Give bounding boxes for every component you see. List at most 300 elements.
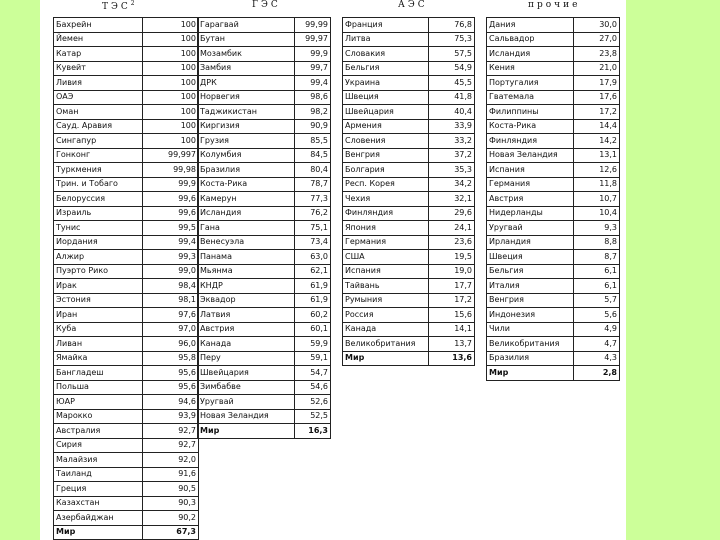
country-cell: Швейцария: [343, 105, 429, 120]
share-value-cell: 13,1: [574, 148, 620, 163]
table-row: [54, 308, 199, 323]
country-cell: Эквадор: [198, 293, 295, 308]
total-row: [54, 525, 199, 540]
table-row: [54, 192, 199, 207]
table-row: [487, 177, 620, 192]
table-other: [486, 17, 620, 381]
country-cell: Польша: [54, 380, 143, 395]
table-row: [198, 18, 331, 33]
table-row: [343, 308, 475, 323]
table-row: [343, 293, 475, 308]
table-row: [343, 76, 475, 91]
share-value-cell: 99,99: [295, 18, 331, 33]
share-value-cell: 99,0: [143, 264, 199, 279]
total-row: [343, 351, 475, 366]
country-cell: Иордания: [54, 235, 143, 250]
total-row: [487, 366, 620, 381]
table-ges: [197, 17, 331, 439]
table-row: [54, 148, 199, 163]
share-value-cell: 34,2: [429, 177, 475, 192]
country-cell: Марокко: [54, 409, 143, 424]
country-cell: Латвия: [198, 308, 295, 323]
table-row: [54, 351, 199, 366]
share-value-cell: 100: [143, 61, 199, 76]
table-row: [54, 467, 199, 482]
country-cell: Италия: [487, 279, 574, 294]
table-row: [487, 61, 620, 76]
table-row: [54, 395, 199, 410]
share-value-cell: 12,6: [574, 163, 620, 178]
share-value-cell: 95,6: [143, 366, 199, 381]
table-row: [487, 221, 620, 236]
country-cell: Исландия: [487, 47, 574, 62]
share-value-cell: 45,5: [429, 76, 475, 91]
total-label: Мир: [198, 424, 295, 439]
share-value-cell: 40,4: [429, 105, 475, 120]
country-cell: Эстония: [54, 293, 143, 308]
total-row: [198, 424, 331, 439]
share-value-cell: 94,6: [143, 395, 199, 410]
table-row: [54, 221, 199, 236]
country-cell: Пуэрто Рико: [54, 264, 143, 279]
share-value-cell: 100: [143, 105, 199, 120]
share-value-cell: 9,3: [574, 221, 620, 236]
share-value-cell: 54,9: [429, 61, 475, 76]
country-cell: КНДР: [198, 279, 295, 294]
table-row: [198, 177, 331, 192]
country-cell: США: [343, 250, 429, 265]
country-cell: Ливия: [54, 76, 143, 91]
share-value-cell: 33,9: [429, 119, 475, 134]
share-value-cell: 78,7: [295, 177, 331, 192]
table-row: [54, 482, 199, 497]
table-row: [54, 366, 199, 381]
share-value-cell: 19,0: [429, 264, 475, 279]
table-row: [54, 76, 199, 91]
country-cell: ЮАР: [54, 395, 143, 410]
country-cell: Греция: [54, 482, 143, 497]
share-value-cell: 10,4: [574, 206, 620, 221]
country-cell: Швеция: [343, 90, 429, 105]
table-row: [487, 351, 620, 366]
table-row: [343, 250, 475, 265]
share-value-cell: 4,3: [574, 351, 620, 366]
table-row: [487, 250, 620, 265]
column-header-ges: ГЭС: [252, 0, 281, 10]
table-row: [54, 438, 199, 453]
share-value-cell: 17,6: [574, 90, 620, 105]
country-cell: Мозамбик: [198, 47, 295, 62]
table-row: [343, 206, 475, 221]
country-cell: Колумбия: [198, 148, 295, 163]
share-value-cell: 99,9: [295, 47, 331, 62]
share-value-cell: 100: [143, 90, 199, 105]
share-value-cell: 97,6: [143, 308, 199, 323]
share-value-cell: 37,2: [429, 148, 475, 163]
share-value-cell: 90,2: [143, 511, 199, 526]
table-row: [198, 148, 331, 163]
share-value-cell: 8,8: [574, 235, 620, 250]
table-row: [343, 235, 475, 250]
share-value-cell: 96,0: [143, 337, 199, 352]
share-value-cell: 100: [143, 76, 199, 91]
country-cell: Йемен: [54, 32, 143, 47]
country-cell: Малайзия: [54, 453, 143, 468]
share-value-cell: 14,1: [429, 322, 475, 337]
share-value-cell: 57,5: [429, 47, 475, 62]
country-cell: Тунис: [54, 221, 143, 236]
country-cell: Исландия: [198, 206, 295, 221]
table-row: [487, 192, 620, 207]
share-value-cell: 5,6: [574, 308, 620, 323]
country-cell: Оман: [54, 105, 143, 120]
country-cell: Индонезия: [487, 308, 574, 323]
country-cell: Германия: [343, 235, 429, 250]
share-value-cell: 30,0: [574, 18, 620, 33]
share-value-cell: 59,1: [295, 351, 331, 366]
country-cell: Австралия: [54, 424, 143, 439]
country-cell: Венесуэла: [198, 235, 295, 250]
share-value-cell: 92,7: [143, 438, 199, 453]
share-value-cell: 99,97: [295, 32, 331, 47]
share-value-cell: 100: [143, 18, 199, 33]
table-row: [54, 293, 199, 308]
share-value-cell: 17,7: [429, 279, 475, 294]
table-row: [54, 32, 199, 47]
table-row: [198, 163, 331, 178]
table-row: [198, 61, 331, 76]
country-cell: Венгрия: [343, 148, 429, 163]
table-row: [198, 395, 331, 410]
share-value-cell: 98,1: [143, 293, 199, 308]
table-row: [198, 235, 331, 250]
share-value-cell: 91,6: [143, 467, 199, 482]
country-cell: Казахстан: [54, 496, 143, 511]
table-row: [343, 18, 475, 33]
share-value-cell: 27,0: [574, 32, 620, 47]
total-label: Мир: [54, 525, 143, 540]
table-row: [487, 105, 620, 120]
country-cell: Гана: [198, 221, 295, 236]
share-value-cell: 15,6: [429, 308, 475, 323]
share-value-cell: 5,7: [574, 293, 620, 308]
table-row: [343, 61, 475, 76]
country-cell: Гватемала: [487, 90, 574, 105]
share-value-cell: 99,4: [295, 76, 331, 91]
table-row: [54, 337, 199, 352]
country-cell: Перу: [198, 351, 295, 366]
country-cell: Словения: [343, 134, 429, 149]
country-cell: Бельгия: [343, 61, 429, 76]
share-value-cell: 59,9: [295, 337, 331, 352]
total-label: Мир: [343, 351, 429, 366]
table-row: [198, 206, 331, 221]
table-row: [54, 496, 199, 511]
table-row: [54, 206, 199, 221]
country-cell: Австрия: [198, 322, 295, 337]
share-value-cell: 17,2: [574, 105, 620, 120]
country-cell: Бахрейн: [54, 18, 143, 33]
share-value-cell: 76,8: [429, 18, 475, 33]
table-row: [54, 409, 199, 424]
table-row: [198, 293, 331, 308]
country-cell: Бразилия: [487, 351, 574, 366]
table-row: [54, 424, 199, 439]
share-value-cell: 99,5: [143, 221, 199, 236]
share-value-cell: 32,1: [429, 192, 475, 207]
country-cell: Тайвань: [343, 279, 429, 294]
table-row: [54, 90, 199, 105]
column-header-aes: АЭС: [398, 0, 428, 10]
country-cell: Трин. и Тобаго: [54, 177, 143, 192]
share-value-cell: 14,4: [574, 119, 620, 134]
table-row: [343, 134, 475, 149]
total-value: 2,8: [574, 366, 620, 381]
share-value-cell: 52,6: [295, 395, 331, 410]
country-cell: Великобритания: [487, 337, 574, 352]
table-row: [198, 47, 331, 62]
table-row: [54, 177, 199, 192]
share-value-cell: 99,3: [143, 250, 199, 265]
country-cell: ОАЭ: [54, 90, 143, 105]
table-tes: [53, 17, 199, 540]
country-cell: Панама: [198, 250, 295, 265]
country-cell: Катар: [54, 47, 143, 62]
share-value-cell: 4,9: [574, 322, 620, 337]
country-cell: Гарагвай: [198, 18, 295, 33]
table-row: [54, 453, 199, 468]
share-value-cell: 99,7: [295, 61, 331, 76]
country-cell: Азербайджан: [54, 511, 143, 526]
share-value-cell: 17,2: [429, 293, 475, 308]
share-value-cell: 100: [143, 47, 199, 62]
share-value-cell: 60,1: [295, 322, 331, 337]
share-value-cell: 13,7: [429, 337, 475, 352]
country-cell: Бельгия: [487, 264, 574, 279]
table-row: [198, 264, 331, 279]
share-value-cell: 75,1: [295, 221, 331, 236]
table-row: [487, 279, 620, 294]
country-cell: Мьянма: [198, 264, 295, 279]
table-row: [198, 192, 331, 207]
share-value-cell: 61,9: [295, 293, 331, 308]
country-cell: Франция: [343, 18, 429, 33]
share-value-cell: 99,4: [143, 235, 199, 250]
table-row: [487, 32, 620, 47]
share-value-cell: 11,8: [574, 177, 620, 192]
table-row: [54, 163, 199, 178]
country-cell: Коста-Рика: [198, 177, 295, 192]
share-value-cell: 41,8: [429, 90, 475, 105]
country-cell: Израиль: [54, 206, 143, 221]
share-value-cell: 100: [143, 134, 199, 149]
table-row: [343, 47, 475, 62]
country-cell: Япония: [343, 221, 429, 236]
country-cell: Литва: [343, 32, 429, 47]
country-cell: Коста-Рика: [487, 119, 574, 134]
table-row: [198, 250, 331, 265]
share-value-cell: 73,4: [295, 235, 331, 250]
country-cell: Уругвай: [487, 221, 574, 236]
share-value-cell: 93,9: [143, 409, 199, 424]
table-row: [487, 293, 620, 308]
share-value-cell: 6,1: [574, 264, 620, 279]
country-cell: Норвегия: [198, 90, 295, 105]
country-cell: Ямайка: [54, 351, 143, 366]
share-value-cell: 98,4: [143, 279, 199, 294]
country-cell: Куба: [54, 322, 143, 337]
share-value-cell: 76,2: [295, 206, 331, 221]
table-row: [487, 90, 620, 105]
table-row: [343, 90, 475, 105]
country-cell: Бразилия: [198, 163, 295, 178]
country-cell: Испания: [487, 163, 574, 178]
table-row: [198, 221, 331, 236]
share-value-cell: 61,9: [295, 279, 331, 294]
country-cell: Кения: [487, 61, 574, 76]
share-value-cell: 85,5: [295, 134, 331, 149]
table-row: [198, 119, 331, 134]
share-value-cell: 92,0: [143, 453, 199, 468]
table-row: [487, 206, 620, 221]
table-row: [487, 148, 620, 163]
share-value-cell: 95,6: [143, 380, 199, 395]
country-cell: Чехия: [343, 192, 429, 207]
country-cell: Ирак: [54, 279, 143, 294]
table-row: [198, 105, 331, 120]
share-value-cell: 99,6: [143, 192, 199, 207]
country-cell: Финляндия: [343, 206, 429, 221]
table-row: [198, 32, 331, 47]
country-cell: Нидерланды: [487, 206, 574, 221]
country-cell: Армения: [343, 119, 429, 134]
table-row: [487, 134, 620, 149]
country-cell: Грузия: [198, 134, 295, 149]
country-cell: Украина: [343, 76, 429, 91]
country-cell: Словакия: [343, 47, 429, 62]
table-row: [54, 380, 199, 395]
country-cell: Финляндия: [487, 134, 574, 149]
share-value-cell: 60,2: [295, 308, 331, 323]
table-row: [343, 105, 475, 120]
share-value-cell: 23,6: [429, 235, 475, 250]
total-value: 67,3: [143, 525, 199, 540]
country-cell: Швеция: [487, 250, 574, 265]
table-row: [198, 380, 331, 395]
country-cell: Россия: [343, 308, 429, 323]
country-cell: Канада: [198, 337, 295, 352]
table-row: [54, 264, 199, 279]
column-header-other: прочие: [528, 0, 581, 10]
country-cell: Таиланд: [54, 467, 143, 482]
share-value-cell: 29,6: [429, 206, 475, 221]
country-cell: Дания: [487, 18, 574, 33]
country-cell: Бангладеш: [54, 366, 143, 381]
share-value-cell: 99,9: [143, 177, 199, 192]
country-cell: Португалия: [487, 76, 574, 91]
country-cell: Чили: [487, 322, 574, 337]
share-value-cell: 17,9: [574, 76, 620, 91]
table-row: [343, 337, 475, 352]
country-cell: Сальвадор: [487, 32, 574, 47]
table-row: [54, 250, 199, 265]
country-cell: Канада: [343, 322, 429, 337]
table-row: [343, 221, 475, 236]
table-row: [343, 32, 475, 47]
country-cell: Великобритания: [343, 337, 429, 352]
country-cell: Ирландия: [487, 235, 574, 250]
share-value-cell: 23,8: [574, 47, 620, 62]
share-value-cell: 21,0: [574, 61, 620, 76]
table-row: [487, 322, 620, 337]
table-row: [343, 264, 475, 279]
country-cell: Бутан: [198, 32, 295, 47]
country-cell: Венгрия: [487, 293, 574, 308]
table-row: [198, 351, 331, 366]
share-value-cell: 97,0: [143, 322, 199, 337]
table-row: [487, 119, 620, 134]
country-cell: Австрия: [487, 192, 574, 207]
table-row: [487, 47, 620, 62]
country-cell: Швейцария: [198, 366, 295, 381]
country-cell: ДРК: [198, 76, 295, 91]
table-row: [343, 279, 475, 294]
share-value-cell: 8,7: [574, 250, 620, 265]
footnote-mark: 2: [130, 0, 135, 7]
share-value-cell: 98,2: [295, 105, 331, 120]
table-row: [487, 308, 620, 323]
country-cell: Ливан: [54, 337, 143, 352]
table-row: [343, 163, 475, 178]
share-value-cell: 24,1: [429, 221, 475, 236]
table-row: [487, 337, 620, 352]
country-cell: Филиппины: [487, 105, 574, 120]
share-value-cell: 6,1: [574, 279, 620, 294]
share-value-cell: 90,5: [143, 482, 199, 497]
table-row: [487, 76, 620, 91]
country-cell: Белоруссия: [54, 192, 143, 207]
share-value-cell: 14,2: [574, 134, 620, 149]
share-value-cell: 99,98: [143, 163, 199, 178]
table-row: [198, 90, 331, 105]
total-value: 13,6: [429, 351, 475, 366]
share-value-cell: 99,6: [143, 206, 199, 221]
table-row: [198, 409, 331, 424]
share-value-cell: 77,3: [295, 192, 331, 207]
table-row: [343, 119, 475, 134]
table-row: [54, 105, 199, 120]
share-value-cell: 62,1: [295, 264, 331, 279]
table-row: [54, 322, 199, 337]
share-value-cell: 84,5: [295, 148, 331, 163]
table-row: [54, 235, 199, 250]
table-row: [343, 148, 475, 163]
share-value-cell: 33,2: [429, 134, 475, 149]
table-row: [54, 511, 199, 526]
country-cell: Болгария: [343, 163, 429, 178]
table-row: [198, 366, 331, 381]
country-cell: Сингапур: [54, 134, 143, 149]
table-row: [198, 308, 331, 323]
table-row: [487, 163, 620, 178]
country-cell: Зимбабве: [198, 380, 295, 395]
table-row: [487, 264, 620, 279]
country-cell: Иран: [54, 308, 143, 323]
share-value-cell: 63,0: [295, 250, 331, 265]
table-row: [54, 18, 199, 33]
country-cell: Германия: [487, 177, 574, 192]
table-row: [54, 134, 199, 149]
